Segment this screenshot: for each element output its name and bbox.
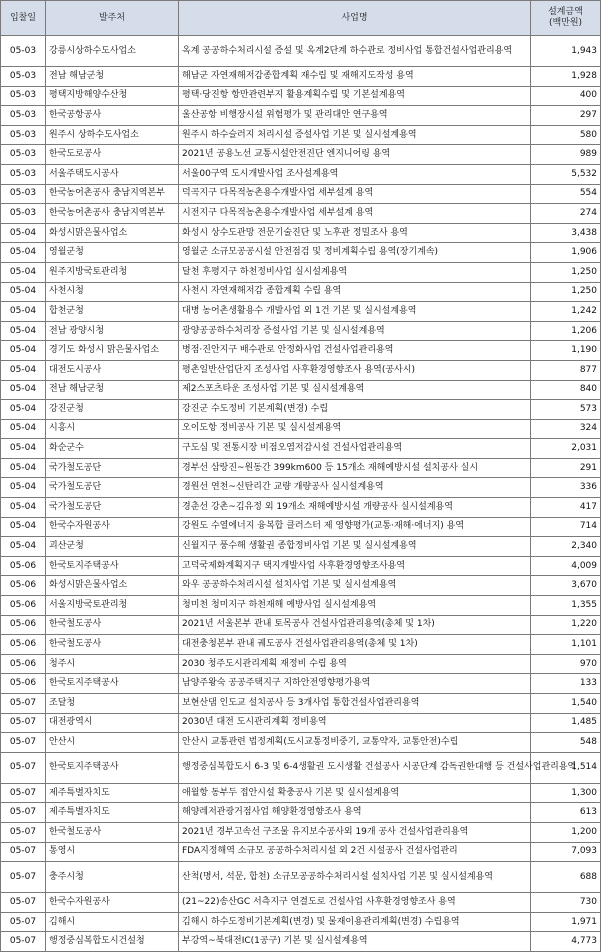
row-project: 경춘선 강촌~김유정 외 19개소 재해예방시설 개량공사 실시설계용역: [179, 498, 531, 518]
row-org: 화순군수: [46, 439, 179, 459]
row-date: 05-06: [1, 615, 46, 635]
row-date: 05-03: [1, 145, 46, 165]
row-amount: 291: [531, 458, 601, 478]
row-date: 05-04: [1, 458, 46, 478]
table-row: [1, 204, 601, 224]
row-org: 청주시: [46, 654, 179, 674]
row-date: 05-03: [1, 36, 46, 67]
row-org: 강진군청: [46, 400, 179, 420]
row-amount: 688: [531, 862, 601, 893]
table-row: [1, 654, 601, 674]
row-date: 05-03: [1, 125, 46, 145]
row-project: 강원도 수열에너지 융복합 클러스터 제 영향평가(교통·재해·에너지) 용역: [179, 517, 531, 537]
row-org: 전남 광양시청: [46, 321, 179, 341]
row-project: (21~22)송산GC 서측지구 연결도로 건설사업 사후환경영향조사 용역: [179, 893, 531, 913]
row-project: 와우 공공하수처리시설 설치사업 기본 및 실시설계용역: [179, 576, 531, 596]
row-project: 해남군 자연재해저감종합계획 재수립 및 재해지도작성 용역: [179, 67, 531, 87]
table-row: [1, 576, 601, 596]
row-amount: 548: [531, 733, 601, 753]
row-project: 2030년 대전 도시관리계획 정비용역: [179, 713, 531, 733]
row-org: 국가철도공단: [46, 498, 179, 518]
row-project: 원주시 하수슬러지 처리시설 증설사업 기본 및 실시설계용역: [179, 125, 531, 145]
row-date: 05-07: [1, 713, 46, 733]
row-date: 05-07: [1, 862, 46, 893]
row-date: 05-06: [1, 654, 46, 674]
row-date: 05-04: [1, 223, 46, 243]
row-amount: 1,220: [531, 615, 601, 635]
row-amount: 554: [531, 184, 601, 204]
row-project: 달천 후평지구 하천정비사업 실시설계용역: [179, 262, 531, 282]
row-project: 신월지구 풍수해 생활권 종합정비사업 기본 및 실시설계용역: [179, 537, 531, 557]
row-date: 05-04: [1, 478, 46, 498]
row-amount: 580: [531, 125, 601, 145]
table-row: [1, 243, 601, 263]
row-amount: 840: [531, 380, 601, 400]
row-amount: 336: [531, 478, 601, 498]
row-org: 한국농어촌공사 충남지역본부: [46, 204, 179, 224]
row-amount: 1,928: [531, 67, 601, 87]
row-org: 전남 해남군청: [46, 67, 179, 87]
table-row: [1, 596, 601, 616]
row-project: 해양레저관광거점사업 해양환경영향조사 용역: [179, 803, 531, 823]
row-amount: 1,206: [531, 321, 601, 341]
table-row: [1, 321, 601, 341]
row-amount: 1,906: [531, 243, 601, 263]
row-amount: 7,093: [531, 842, 601, 862]
row-date: 05-04: [1, 360, 46, 380]
row-amount: 4,773: [531, 932, 601, 952]
table-row: [1, 36, 601, 67]
row-amount: 2,340: [531, 537, 601, 557]
table-row: [1, 419, 601, 439]
table-row: [1, 498, 601, 518]
row-org: 합천군청: [46, 302, 179, 322]
row-date: 05-07: [1, 932, 46, 952]
row-project: 강진군 수도정비 기본계획(변경) 수립: [179, 400, 531, 420]
row-org: 대전광역시: [46, 713, 179, 733]
table-row: [1, 932, 601, 952]
table-row: [1, 556, 601, 576]
header-amount-line1: 설계금액: [548, 7, 583, 17]
row-date: 05-07: [1, 893, 46, 913]
row-project: 2030 청주도시관리계획 재정비 수립 용역: [179, 654, 531, 674]
row-amount: 1,485: [531, 713, 601, 733]
row-amount: 1,540: [531, 694, 601, 714]
table-row: [1, 106, 601, 126]
row-project: 서울00구역 도시개발사업 조사설계용역: [179, 164, 531, 184]
row-amount: 989: [531, 145, 601, 165]
row-project: FDA지정해역 소규모 공공하수처리시설 외 2건 시설공사 건설사업관리: [179, 842, 531, 862]
row-project: 사천시 자연재해저감 종합계획 수립 용역: [179, 282, 531, 302]
table-row: [1, 439, 601, 459]
table-row: [1, 694, 601, 714]
row-date: 05-06: [1, 556, 46, 576]
table-row: [1, 302, 601, 322]
row-project: 구도심 및 전통시장 비점오염저감시설 건설사업관리용역: [179, 439, 531, 459]
row-amount: 3,438: [531, 223, 601, 243]
row-date: 05-07: [1, 842, 46, 862]
row-amount: 714: [531, 517, 601, 537]
row-project: 울산공항 비행장시설 위험평가 및 관리대안 연구용역: [179, 106, 531, 126]
row-project: 평촌일반산업단지 조성사업 사후환경영향조사 용역(공사시): [179, 360, 531, 380]
table-row: [1, 360, 601, 380]
row-org: 제주특별자치도: [46, 783, 179, 803]
row-date: 05-07: [1, 733, 46, 753]
row-amount: 573: [531, 400, 601, 420]
row-org: 한국철도공사: [46, 822, 179, 842]
row-amount: 1,101: [531, 635, 601, 655]
row-org: 전남 해남군청: [46, 380, 179, 400]
row-amount: 730: [531, 893, 601, 913]
row-project: 애월항 동부두 접안시설 확충공사 기본 및 실시설계용역: [179, 783, 531, 803]
row-org: 한국철도공사: [46, 635, 179, 655]
row-org: 김해시: [46, 912, 179, 932]
row-org: 한국수자원공사: [46, 517, 179, 537]
row-date: 05-04: [1, 243, 46, 263]
row-date: 05-03: [1, 164, 46, 184]
row-amount: 4,009: [531, 556, 601, 576]
row-amount: 1,200: [531, 822, 601, 842]
row-date: 05-03: [1, 86, 46, 106]
row-project: 보현산댐 인도교 설치공사 등 3개사업 통합건설사업관리용역: [179, 694, 531, 714]
row-project: 안산시 교통관련 법정계획(도시교통정비중기, 교통약자, 교통안전)수립: [179, 733, 531, 753]
table-row: [1, 184, 601, 204]
row-project: 평택·당진항 항만관련부지 활용계획수립 및 기본설계용역: [179, 86, 531, 106]
row-project: 2021년 공용노선 교통시설안전진단 엔지니어링 용역: [179, 145, 531, 165]
table-row: [1, 674, 601, 694]
row-date: 05-04: [1, 498, 46, 518]
table-row: [1, 635, 601, 655]
table-row: [1, 341, 601, 361]
row-date: 05-04: [1, 341, 46, 361]
header-date: 입찰일: [1, 1, 46, 36]
row-org: 서울주택도시공사: [46, 164, 179, 184]
row-project: 제2스포츠타운 조성사업 기본 및 실시설계용역: [179, 380, 531, 400]
row-org: 제주특별자치도: [46, 803, 179, 823]
row-amount: 970: [531, 654, 601, 674]
row-date: 05-03: [1, 67, 46, 87]
table-row: [1, 86, 601, 106]
row-date: 05-04: [1, 439, 46, 459]
row-org: 충주시청: [46, 862, 179, 893]
row-project: 대전충청본부 관내 궤도공사 건설사업관리용역(총체 및 1차): [179, 635, 531, 655]
row-project: 시전지구 다목적농촌용수개발사업 세부설계 용역: [179, 204, 531, 224]
table-row: [1, 262, 601, 282]
row-date: 05-06: [1, 674, 46, 694]
row-date: 05-04: [1, 302, 46, 322]
table-row: [1, 862, 601, 893]
row-project: 경부선 삼랑진~원동간 399km600 등 15개소 재해예방시설 설치공사 실시: [179, 458, 531, 478]
row-date: 05-07: [1, 803, 46, 823]
row-org: 한국토지주택공사: [46, 556, 179, 576]
row-amount: 417: [531, 498, 601, 518]
row-org: 한국공항공사: [46, 106, 179, 126]
row-amount: 297: [531, 106, 601, 126]
table-row: [1, 803, 601, 823]
row-amount: 1,943: [531, 36, 601, 67]
row-amount: 5,532: [531, 164, 601, 184]
row-amount: 1,300: [531, 783, 601, 803]
table-row: [1, 713, 601, 733]
table-row: [1, 164, 601, 184]
table-row: [1, 400, 601, 420]
row-date: 05-06: [1, 635, 46, 655]
row-amount: 1,242: [531, 302, 601, 322]
row-org: 영월군청: [46, 243, 179, 263]
row-project: 영월군 소규모공공시설 안전점검 및 정비계획수립 용역(장기계속): [179, 243, 531, 263]
row-project: 2021년 경부고속선 구조물 유지보수공사외 19개 공사 건설사업관리용역: [179, 822, 531, 842]
row-date: 05-06: [1, 576, 46, 596]
row-amount: 324: [531, 419, 601, 439]
table-row: [1, 67, 601, 87]
row-org: 통영시: [46, 842, 179, 862]
row-org: 한국도로공사: [46, 145, 179, 165]
row-project: 옥계 공공하수처리시설 증설 및 옥계2단계 하수관로 정비사업 통합건설사업관리용역: [179, 36, 531, 67]
row-org: 사천시청: [46, 282, 179, 302]
header-amount-line2: (백만원): [548, 18, 583, 28]
row-date: 05-04: [1, 419, 46, 439]
row-date: 05-04: [1, 400, 46, 420]
table-row: [1, 783, 601, 803]
table-row: [1, 822, 601, 842]
row-amount: 400: [531, 86, 601, 106]
row-date: 05-03: [1, 184, 46, 204]
row-project: 김해시 하수도정비기본계획(변경) 및 물재이용관리계획(변경) 수립용역: [179, 912, 531, 932]
row-project: 행정중심복합도시 6-3 및 6-4생활권 도시생활 건설공사 시공단계 감독권한대행 등 건설사업관리용역: [179, 752, 531, 783]
row-date: 05-03: [1, 106, 46, 126]
row-org: 화성시맑은물사업소: [46, 576, 179, 596]
row-project: 오이도항 정비공사 기본 및 실시설계용역: [179, 419, 531, 439]
row-date: 05-03: [1, 204, 46, 224]
row-date: 05-07: [1, 822, 46, 842]
row-project: 덕곡지구 다목적농촌용수개발사업 세부설계 용역: [179, 184, 531, 204]
row-org: 원주시 상하수도사업소: [46, 125, 179, 145]
row-org: 행정중심복합도시건설청: [46, 932, 179, 952]
row-project: 남양주왕숙 공공주택지구 지하안전영향평가용역: [179, 674, 531, 694]
table-row: [1, 752, 601, 783]
row-org: 한국토지주택공사: [46, 674, 179, 694]
row-amount: 3,670: [531, 576, 601, 596]
row-project: 경원선 연천~신탄리간 교량 개량공사 실시설계용역: [179, 478, 531, 498]
row-org: 경기도 화성시 맑은물사업소: [46, 341, 179, 361]
row-date: 05-07: [1, 912, 46, 932]
row-date: 05-04: [1, 262, 46, 282]
row-amount: 274: [531, 204, 601, 224]
row-org: 원주지방국토관리청: [46, 262, 179, 282]
row-org: 서울지방국토관리청: [46, 596, 179, 616]
row-org: 화성시맑은물사업소: [46, 223, 179, 243]
row-org: 강릉시상하수도사업소: [46, 36, 179, 67]
row-org: 안산시: [46, 733, 179, 753]
row-amount: 2,031: [531, 439, 601, 459]
table-row: [1, 912, 601, 932]
header-org: 발주처: [46, 1, 179, 36]
row-date: 05-07: [1, 752, 46, 783]
row-project: 대병 농어촌생활용수 개발사업 외 1건 기본 및 실시설계용역: [179, 302, 531, 322]
row-date: 05-04: [1, 282, 46, 302]
table-row: [1, 282, 601, 302]
row-org: 대전도시공사: [46, 360, 179, 380]
row-amount: 1,250: [531, 262, 601, 282]
header-amount: [531, 1, 601, 36]
table-row: [1, 893, 601, 913]
row-date: 05-04: [1, 380, 46, 400]
row-date: 05-07: [1, 783, 46, 803]
table-row: [1, 842, 601, 862]
row-org: 한국수자원공사: [46, 893, 179, 913]
row-org: 괴산군청: [46, 537, 179, 557]
table-row: [1, 125, 601, 145]
row-org: 국가철도공단: [46, 478, 179, 498]
table-row: [1, 615, 601, 635]
row-date: 05-06: [1, 596, 46, 616]
table-row: [1, 458, 601, 478]
row-amount: 877: [531, 360, 601, 380]
table-row: [1, 223, 601, 243]
row-org: 한국철도공사: [46, 615, 179, 635]
row-project: 2021년 서울본부 관내 토목공사 건설사업관리용역(총체 및 1차): [179, 615, 531, 635]
row-date: 05-04: [1, 517, 46, 537]
row-project: 병점·진안지구 배수관로 안정화사업 건설사업관리용역: [179, 341, 531, 361]
row-org: 한국토지주택공사: [46, 752, 179, 783]
row-amount: 133: [531, 674, 601, 694]
table-row: [1, 478, 601, 498]
table-row: [1, 380, 601, 400]
table-row: [1, 145, 601, 165]
row-amount: 1,514: [531, 752, 601, 783]
row-project: 화성시 상수도관망 전문기술진단 및 노후관 정밀조사 용역: [179, 223, 531, 243]
header-row: [1, 1, 601, 36]
table-row: [1, 517, 601, 537]
row-org: 국가철도공단: [46, 458, 179, 478]
row-org: 조달청: [46, 694, 179, 714]
row-project: 청미천 청미지구 하천재해 예방사업 실시설계용역: [179, 596, 531, 616]
row-date: 05-07: [1, 694, 46, 714]
row-amount: 1,190: [531, 341, 601, 361]
table-row: [1, 733, 601, 753]
row-project: 고덕국제화계획지구 택지개발사업 사후환경영향조사용역: [179, 556, 531, 576]
row-amount: 1,250: [531, 282, 601, 302]
row-amount: 1,355: [531, 596, 601, 616]
row-amount: 1,971: [531, 912, 601, 932]
table-row: [1, 537, 601, 557]
row-date: 05-04: [1, 537, 46, 557]
row-project: 산척(명서, 석문, 합천) 소규모공공하수처리시설 설치사업 기본 및 실시설계용역: [179, 862, 531, 893]
row-project: 광양공공하수처리장 증설사업 기본 및 실시설계용역: [179, 321, 531, 341]
table-body: [1, 36, 601, 952]
row-project: 부강역~북대전IC(1공구) 기본 및 실시설계용역: [179, 932, 531, 952]
row-amount: 613: [531, 803, 601, 823]
row-org: 평택지방해양수산청: [46, 86, 179, 106]
row-org: 시흥시: [46, 419, 179, 439]
header-project: 사업명: [179, 1, 531, 36]
row-org: 한국농어촌공사 충남지역본부: [46, 184, 179, 204]
row-date: 05-04: [1, 321, 46, 341]
